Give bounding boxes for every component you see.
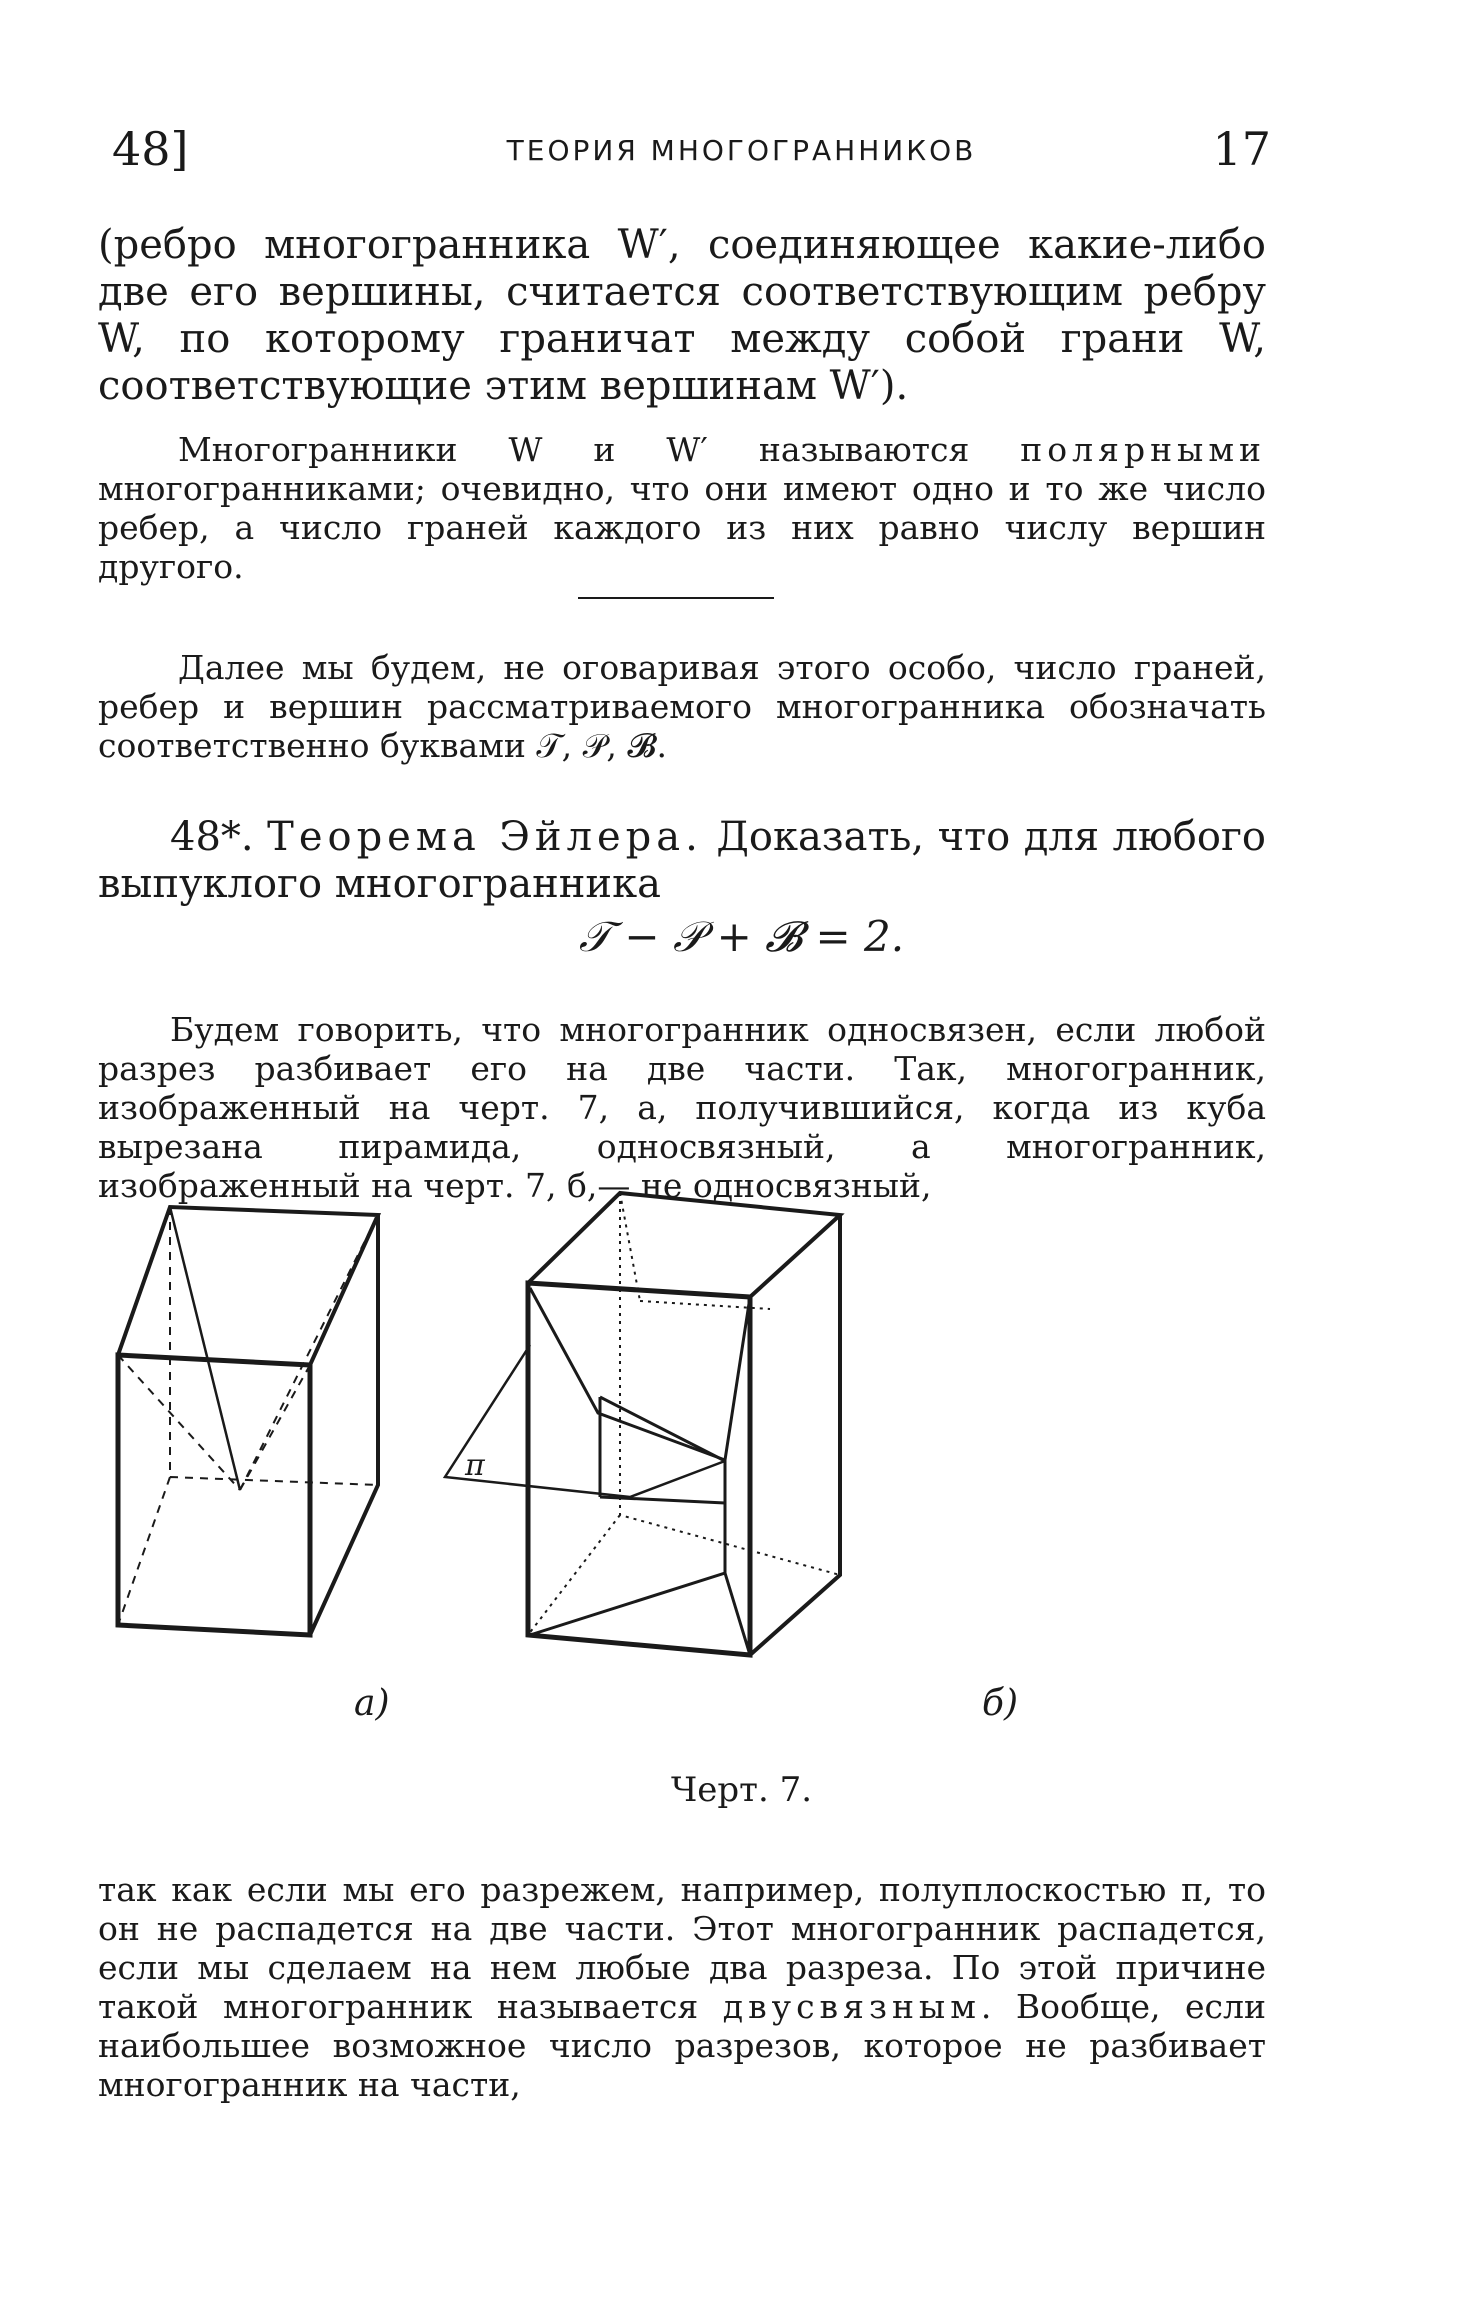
cube-a-right-edges: [310, 1215, 378, 1635]
p2-emphasis: полярными: [1020, 430, 1266, 469]
cube-b-tunnel: [600, 1397, 725, 1503]
p6-emphasis: двусвязным: [722, 1987, 981, 2026]
figure-caption: Черт. 7.: [670, 1770, 813, 1810]
cube-b-hole: [530, 1288, 750, 1655]
paragraph-notation: Далее мы будем, не оговаривая этого особо, число граней, ребер и вершин рассматриваемого многогранника обозначать соответственно буквами 𝒯, 𝒫, 𝓑.: [98, 648, 1266, 765]
euler-formula: 𝒯 − 𝒫 + 𝓑 = 2.: [578, 912, 905, 961]
cube-b-right: [750, 1215, 840, 1655]
problem-statement: [98, 814, 1266, 908]
problem-number: 48*.: [170, 814, 268, 860]
cube-a-front-face: [118, 1355, 310, 1635]
paragraph-continuation: (ребро многогранника W′, соединяющее какие-либо две его вершины, считается соответствующим ребру W, по которому граничат между собой грани W, соответствующие этим вершинам W′).: [98, 222, 1266, 409]
p6-text-after: . Вообще, если наибольшее возможное число разрезов, которое не разбивает многогранник на части,: [98, 1987, 1266, 2104]
p2-text-before: Многогранники W и W′ называются: [178, 430, 1021, 469]
figure-a-cube: [118, 1207, 378, 1635]
cube-b-top: [528, 1193, 840, 1297]
figure-7: [100, 1185, 1260, 1685]
half-plane-pi: [445, 1345, 725, 1497]
figure-label-b: б): [982, 1683, 1019, 1724]
p2-text-after: многогранниками; очевидно, что они имеют одно и то же число ребер, а число граней каждого из них равно числу вершин другого.: [98, 469, 1266, 586]
problem-text: Доказать, что для любого выпуклого многогранника: [98, 814, 1267, 907]
theorem-title: Теорема Эйлера.: [267, 814, 703, 860]
page-number: 17: [1212, 122, 1271, 176]
section-number: 48]: [112, 122, 189, 176]
page-header: [0, 122, 1483, 182]
running-title: ТЕОРИЯ МНОГОГРАННИКОВ: [506, 134, 977, 167]
p6-text-before: так как если мы его разрежем, например, полуплоскостью π, то он не распадется на две части. Этот многогранник распадется, если мы сделаем на нем любые два разреза. По этой причине такой многогранник называется: [98, 1870, 1266, 2026]
pyramid-front-line: [170, 1207, 240, 1490]
cube-a-hidden-edges: [118, 1207, 378, 1625]
cube-a-top-face: [118, 1207, 378, 1365]
paragraph-polar: [98, 430, 1266, 586]
figure-label-a: а): [354, 1683, 390, 1724]
section-divider: [578, 597, 774, 599]
paragraph-doubly-connected: [98, 1870, 1266, 2104]
plane-label-pi: π: [465, 1448, 485, 1483]
paragraph-connectedness: Будем говорить, что многогранник односвязен, если любой разрез разбивает его на две части. Так, многогранник, изображенный на черт. 7, а, получившийся, когда из куба вырезана пирамида, односвязный, а многогранник, изображенный на черт. 7, б,— не односвязный,: [98, 1010, 1266, 1205]
figure-b-cube: [445, 1193, 840, 1655]
